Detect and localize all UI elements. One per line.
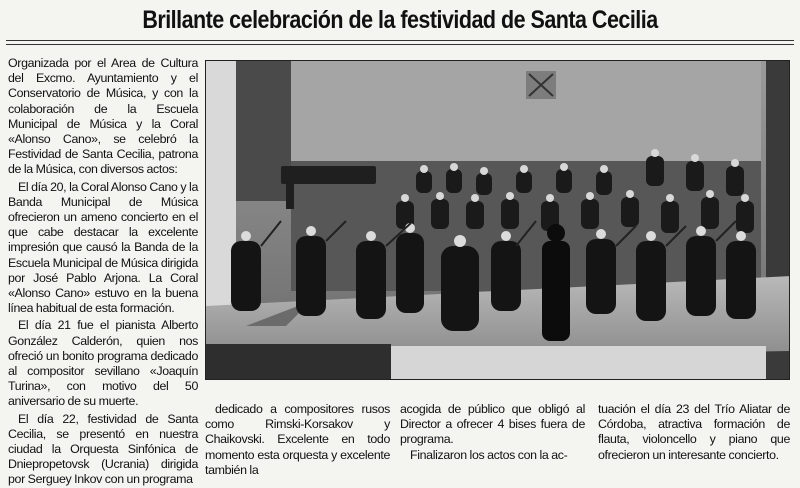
article-paragraph: acogida de público que obligó al Director a ofrecer 4 bises fuera de programa. (400, 402, 585, 447)
headline-rule-bottom (6, 44, 794, 45)
headline: Brillante celebración de la festividad de Santa Cecilia (142, 6, 658, 34)
article-paragraph: Finalizaron los actos con la ac- (410, 447, 568, 462)
article-paragraph: El día 21 fue el pianista Alberto González Calderón, quien nos ofreció un bonito programa dedicado al compositor sevillano «Joaquín Turina», con motivo del 50 aniversario de su muerte. (8, 318, 198, 409)
article-paragraph: El día 22, festividad de Santa Cecilia, se presentó en nuestra ciudad la Orquesta Sinfónica de Dniepropetovsk (Ucrania) dirigida por Serguey Inkov con un programa (8, 411, 198, 487)
article-paragraph: El día 20, la Coral Alonso Cano y la Banda Municipal de Música ofrecieron un ameno concierto en el que cabe destacar la excelente impresión que causó la Banda de la Escuela Municipal de Música dirigida por José Pablo Arjona. La Coral «Alonso Cano» estuvo en la buena línea habitual de esta formación. (8, 179, 198, 316)
article-column-2 (205, 402, 390, 477)
headline-rule-top (6, 40, 794, 41)
article-column-4 (598, 402, 790, 472)
article-paragraph: Organizada por el Area de Cultura del Excmo. Ayuntamiento y el Conservatorio de Música, y con la colaboración de la Escuela Municipal de Música y la Coral «Alonso Cano», se celebró la Festividad de Santa Cecilia, patrona de la Música, con diversos actos: (8, 56, 198, 177)
article-left-column (8, 56, 198, 488)
article-paragraph: tuación el día 23 del Trío Aliatar de Córdoba, atractiva formación de flauta, violoncello y piano que ofrecieron un interesante concierto. (598, 402, 790, 462)
article-column-3 (400, 402, 585, 472)
article-paragraph: dedicado a compositores rusos como Rimski-Korsakov y Chaikovski. Excelente en todo momento esta orquesta y excelente también la (205, 402, 390, 477)
orchestra-photo-illustration (206, 61, 790, 380)
orchestra-photo (205, 60, 790, 380)
